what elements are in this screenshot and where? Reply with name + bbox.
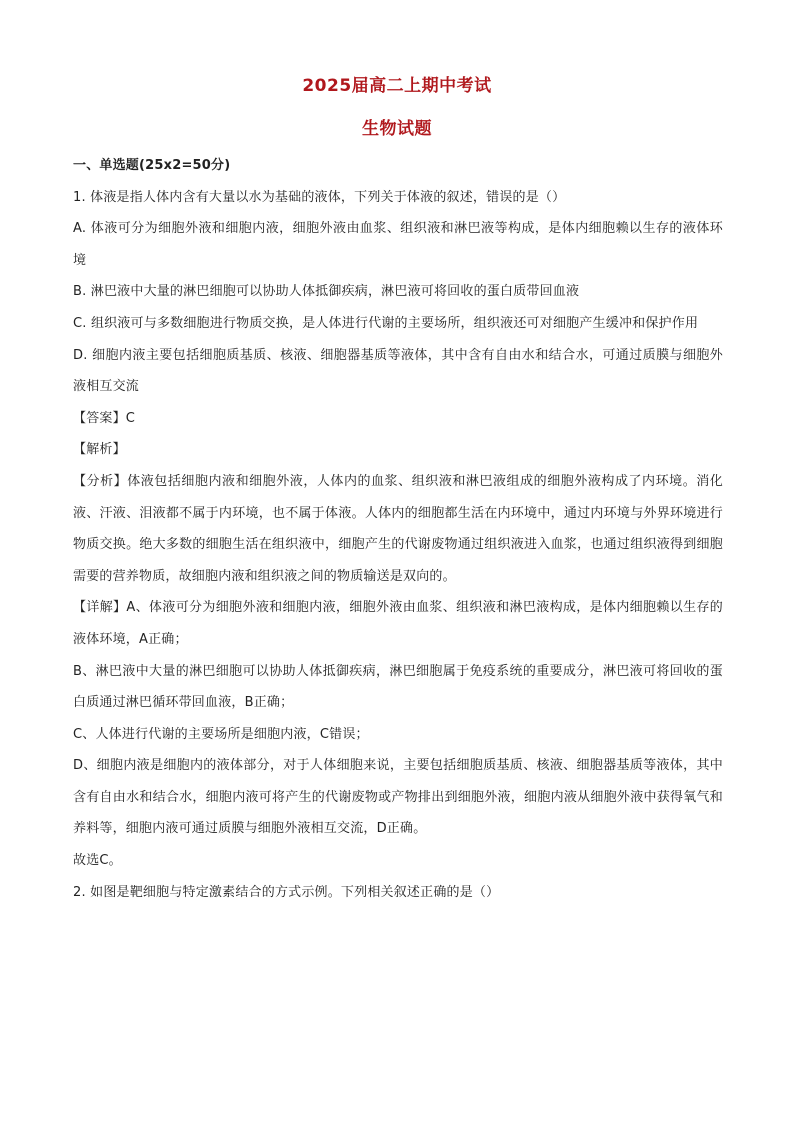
question-1-detail-b: B、淋巴液中大量的淋巴细胞可以协助人体抵御疾病，淋巴细胞属于免疫系统的重要成分，淋巴液可将回收的蛋白质通过淋巴循环带回血液，B正确； bbox=[73, 663, 723, 711]
question-1-option-a: A. 体液可分为细胞外液和细胞内液，细胞外液由血浆、组织液和淋巴液等构成，是体内细胞赖以生存的液体环境 bbox=[73, 221, 723, 268]
question-1-detail-d: D、细胞内液是细胞内的液体部分，对于人体细胞来说，主要包括细胞质基质、核液、细胞器基质等液体，其中含有自由水和结合水，细胞内液可将产生的代谢废物或产物排出到细胞外液，细胞内液从细胞外液中获得氧气和养料等，细胞内液可通过质膜与细胞外液相互交流，D正确。 bbox=[73, 758, 723, 837]
question-1-option-d: D. 细胞内液主要包括细胞质基质、核液、细胞器基质等液体，其中含有自由水和结合水，可通过质膜与细胞外液相互交流 bbox=[73, 347, 723, 395]
question-1-answer: 【答案】C bbox=[73, 410, 136, 426]
document-body bbox=[73, 150, 723, 908]
question-1-option-c: C. 组织液可与多数细胞进行物质交换，是人体进行代谢的主要场所，组织液还可对细胞产生缓冲和保护作用 bbox=[73, 315, 699, 331]
question-1-option-b: B. 淋巴液中大量的淋巴细胞可以协助人体抵御疾病，淋巴液可将回收的蛋白质带回血液 bbox=[73, 284, 580, 300]
question-1-detail-a: 【详解】A、体液可分为细胞外液和细胞内液，细胞外液由血浆、组织液和淋巴液构成，是体内细胞赖以生存的液体环境，A正确； bbox=[73, 600, 723, 647]
section-heading: 一、单选题(25x2=50分) bbox=[73, 158, 231, 173]
question-1-analysis-label: 【解析】 bbox=[73, 442, 126, 458]
question-1-fenxi: 【分析】体液包括细胞内液和细胞外液，人体内的血浆、组织液和淋巴液组成的细胞外液构成了内环境。消化液、汗液、泪液都不属于内环境，也不属于体液。人体内的细胞都生活在内环境中，通过内环境与外界环境进行物质交换。绝大多数的细胞生活在组织液中，细胞产生的代谢废物通过组织液进入血浆，也通过组织液得到细胞需要的营养物质，故细胞内液和组织液之间的物质输送是双向的。 bbox=[73, 473, 723, 584]
exam-title: 2025届高二上期中考试 bbox=[302, 76, 492, 96]
question-1-detail-c: C、人体进行代谢的主要场所是细胞内液，C错误； bbox=[73, 726, 369, 742]
subject-title: 生物试题 bbox=[362, 119, 432, 139]
question-1-conclusion: 故选C。 bbox=[73, 853, 122, 869]
question-1-stem: 1. 体液是指人体内含有大量以水为基础的液体，下列关于体液的叙述，错误的是（） bbox=[73, 189, 566, 205]
question-2-stem: 2. 如图是靶细胞与特定激素结合的方式示例。下列相关叙述正确的是（） bbox=[73, 884, 500, 900]
